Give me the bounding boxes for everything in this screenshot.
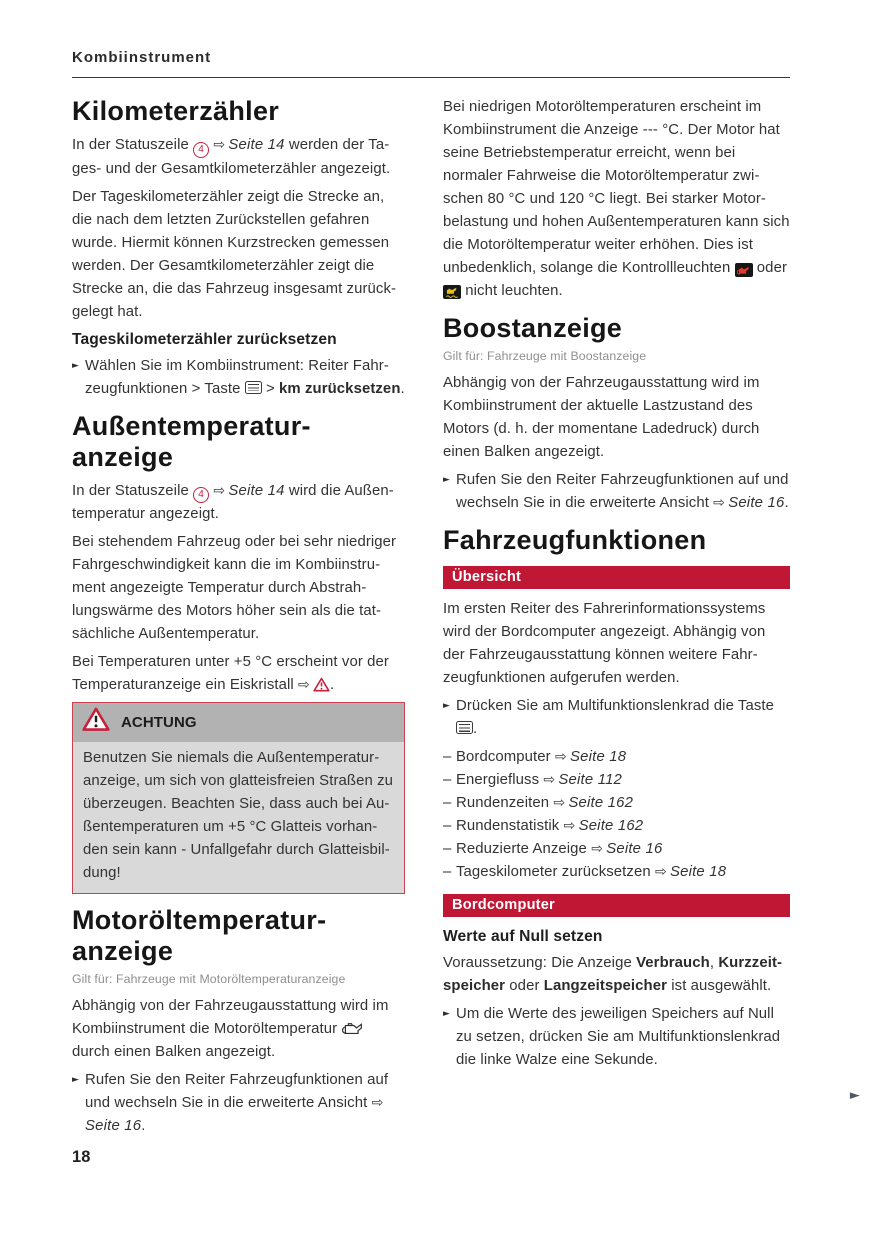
page-reference: ⇨ Seite 16 — [713, 495, 785, 511]
list-item-text: Rundenzeiten ⇨ Seite 162 — [456, 795, 634, 811]
dash-marker: – — [443, 795, 452, 811]
page-continues-icon: ► — [849, 1088, 860, 1103]
paragraph: Voraussetzung: Die Anzeige Verbrauch, Kurzzeitspeicher oder Langzeitspeicher ist ausgewählt. — [443, 955, 782, 994]
page-reference: ⇨ Seite 162 — [563, 818, 644, 834]
list-item-text: Bordcomputer ⇨ Seite 18 — [456, 749, 627, 765]
menu-reference-list — [443, 746, 790, 884]
page-reference: ⇨ Seite 162 — [553, 795, 634, 811]
page-reference: ⇨ Seite 14 — [213, 137, 285, 153]
dash-marker: – — [443, 749, 452, 765]
list-item-text: Rundenstatistik ⇨ Seite 162 — [456, 818, 644, 834]
ref-arrow-icon: ⇨ — [213, 482, 226, 499]
instruction-item — [72, 355, 405, 401]
bullet-triangle-icon: ► — [443, 475, 451, 485]
left-column — [72, 96, 405, 1143]
valid-for-note: Gilt für: Fahrzeuge mit Motoröltemperaturanzeige — [72, 972, 346, 986]
warning-header — [73, 703, 404, 742]
section-title: Kilometerzähler — [72, 96, 280, 126]
paragraph: Abhängig von der Fahrzeugausstattung wird im Kombiinstrument die Motoröltemperatur durch einen Balken angezeigt. — [72, 998, 389, 1060]
paragraph: Bei stehendem Fahrzeug oder bei sehr niedriger Fahrgeschwindigkeit kann die im Kombiinstrument angezeigte Temperatur durch Abstrahlungswärme des Motors höher sein als die tatsächliche Außentemperatur. — [72, 534, 397, 642]
instruction-text: Rufen Sie den Reiter Fahrzeugfunktionen auf und wechseln Sie in die erweiterte Ansicht ⇨ Seite 16. — [85, 1072, 389, 1134]
section-boostanzeige — [443, 313, 790, 515]
instruction-item — [443, 695, 790, 741]
list-item — [443, 769, 790, 792]
instruction-text: Drücken Sie am Multifunktionslenkrad die Taste . — [456, 698, 775, 737]
page-content — [72, 46, 790, 1143]
oil-warning-yellow-icon — [443, 283, 461, 299]
paragraph: Im ersten Reiter des Fahrerinformationssystems wird der Bordcomputer angezeigt. Abhängig von der Fahrzeugausstattung können weitere Fahrzeugfunktionen aufgerufen werden. — [443, 601, 766, 686]
paragraph: Der Tageskilometerzähler zeigt die Strecke an, die nach dem letzten Zurückstellen gefahren wurde. Hiermit können Kurzstrecken gemessen werden. Der Gesamtkilometerzähler zeigt die Strecke an, die das Fahrzeug insgesamt zurückgelegt hat. — [72, 188, 396, 320]
page-reference: ⇨ Seite 14 — [213, 482, 285, 499]
dash-marker: – — [443, 841, 452, 857]
list-item — [443, 746, 790, 769]
dash-marker: – — [443, 818, 452, 834]
right-column — [443, 96, 790, 1143]
two-column-layout — [72, 96, 790, 1143]
page-reference: ⇨ Seite 18 — [554, 749, 627, 765]
section-title: Außentemperatur-anzeige — [72, 410, 311, 472]
instruction-text: Rufen Sie den Reiter Fahrzeugfunktionen auf und wechseln Sie in die erweiterte Ansicht ⇨ Seite 16. — [456, 472, 789, 511]
subsection-title: Werte auf Null setzen — [443, 928, 603, 945]
dash-marker: – — [443, 864, 452, 880]
instruction-item — [443, 1003, 790, 1072]
subsection-banner-bordcomputer: Bordcomputer — [443, 894, 790, 917]
section-title: Fahrzeugfunktionen — [443, 525, 707, 555]
ref-arrow-icon: ⇨ — [553, 795, 566, 811]
list-item — [443, 838, 790, 861]
oil-can-icon — [341, 1021, 363, 1037]
page-reference: ⇨ Seite 16 — [85, 1095, 387, 1134]
paragraph: In der Statuszeile 4 ⇨ Seite 14 werden der Tages- und der Gesamtkilometerzähler angezeigt. — [72, 137, 391, 177]
subsection-banner-uebersicht: Übersicht — [443, 566, 790, 589]
ref-arrow-icon: ⇨ — [213, 137, 226, 153]
ref-arrow-icon: ⇨ — [654, 864, 667, 880]
ref-arrow-icon: ⇨ — [554, 749, 567, 765]
list-item-text: Energiefluss ⇨ Seite 112 — [456, 772, 623, 788]
ref-arrow-icon: ⇨ — [713, 495, 726, 511]
page-reference: ⇨ Seite 112 — [543, 772, 623, 788]
page-reference: ⇨ Seite 18 — [654, 864, 727, 880]
dash-marker: – — [443, 772, 452, 788]
instruction-item — [443, 469, 790, 515]
ref-arrow-icon: ⇨ — [543, 772, 556, 788]
paragraph: Bei Temperaturen unter +5 °C erscheint vor der Temperaturanzeige ein Eiskristall ⇨ . — [72, 654, 389, 693]
ref-arrow-icon: ⇨ — [563, 818, 576, 834]
bullet-triangle-icon: ► — [72, 360, 80, 371]
section-kilometerzaehler — [72, 96, 405, 401]
menu-key-icon — [456, 721, 473, 737]
warning-box — [72, 702, 405, 894]
warning-text: Benutzen Sie niemals die Außentemperaturanzeige, um sich von glatteisfreien Straßen zu überzeugen. Beachten Sie, dass auch bei Außentemperaturen um +5 °C Glatteis vorhanden sein kann - Unfallgefahr durch Glatteisbildung! — [83, 750, 394, 881]
section-aussentemperaturanzeige — [72, 411, 405, 895]
paragraph: Abhängig von der Fahrzeugausstattung wird im Kombiinstrument der aktuelle Lastzustand des Motors (d. h. der momentane Ladedruck) durch einen Balken angezeigt. — [443, 375, 760, 460]
section-title: Motoröltemperatur-anzeige — [72, 905, 327, 966]
warning-triangle-icon — [82, 707, 110, 738]
bullet-triangle-icon: ► — [72, 1075, 80, 1085]
instruction-item — [72, 1069, 405, 1138]
ref-arrow-icon: ⇨ — [298, 677, 310, 693]
warning-body — [73, 742, 404, 893]
running-header: Kombiinstrument — [72, 46, 790, 78]
circled-number-icon: 4 — [193, 487, 209, 503]
ref-arrow-icon: ⇨ — [371, 1095, 384, 1111]
oil-warning-red-icon — [735, 260, 753, 276]
section-motoroeltemperaturanzeige — [72, 905, 405, 1138]
page-reference: ⇨ Seite 16 — [591, 841, 663, 857]
page-number: 18 — [72, 1148, 91, 1166]
instruction-text: Wählen Sie im Kombiinstrument: Reiter Fahrzeugfunktionen > Taste > km zurücksetzen. — [85, 357, 405, 397]
continued-paragraph: Bei niedrigen Motoröltemperaturen erscheint im Kombiinstrument die Anzeige --- °C. Der Motor hat seine Betriebstemperatur erreicht, wenn bei normaler Fahrweise die Motoröltemperatur zwischen 80 °C und 120 °C liegt. Bei starker Motorbelastung und hohen Außentemperaturen kann sich die Motoröltemperatur weiter erhöhen. Dies ist unbedenklich, solange die Kontrollleuchten oder nicht leuchten. — [443, 99, 790, 299]
frost-warning-icon — [313, 677, 330, 693]
instruction-text: Um die Werte des jeweiligen Speichers auf Null zu setzen, drücken Sie am Multifunktionslenkrad die linke Walze eine Sekunde. — [456, 1006, 781, 1068]
list-item — [443, 815, 790, 838]
menu-key-icon — [245, 381, 262, 397]
list-item — [443, 861, 790, 884]
paragraph: In der Statuszeile 4 ⇨ Seite 14 wird die Außentemperatur angezeigt. — [72, 482, 394, 522]
subsection-title: Tageskilometerzähler zurücksetzen — [72, 330, 337, 348]
ref-arrow-icon: ⇨ — [591, 841, 604, 857]
list-item — [443, 792, 790, 815]
section-fahrzeugfunktionen — [443, 525, 790, 1072]
valid-for-note: Gilt für: Fahrzeuge mit Boostanzeige — [443, 349, 647, 363]
circled-number-icon: 4 — [193, 142, 209, 158]
section-title: Boostanzeige — [443, 313, 623, 343]
bullet-triangle-icon: ► — [443, 1009, 451, 1019]
list-item-text: Tageskilometer zurücksetzen ⇨ Seite 18 — [456, 864, 727, 880]
bullet-triangle-icon: ► — [443, 701, 451, 711]
warning-label: ACHTUNG — [121, 714, 197, 731]
list-item-text: Reduzierte Anzeige ⇨ Seite 16 — [456, 841, 663, 857]
